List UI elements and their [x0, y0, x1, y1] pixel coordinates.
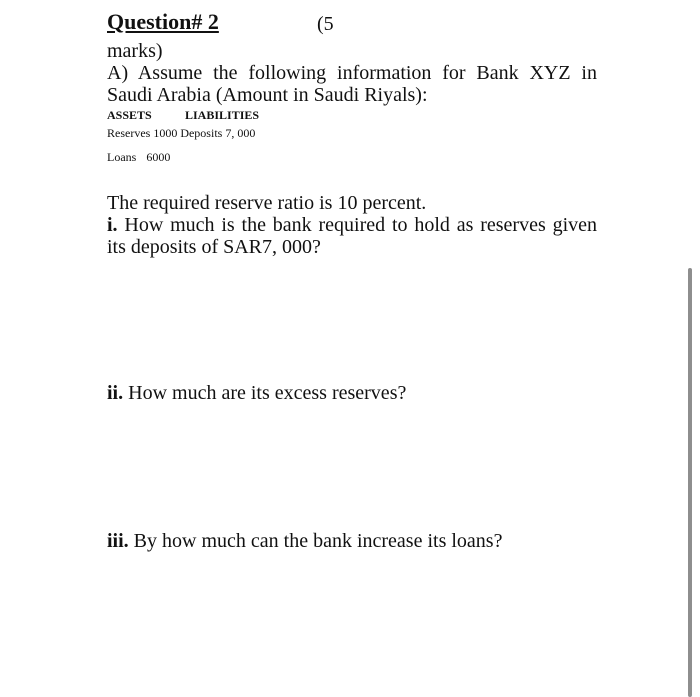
- question-i-number: i.: [107, 214, 118, 236]
- intro-paragraph: [107, 62, 597, 106]
- question-iii-number: iii.: [107, 530, 129, 552]
- question-iii-text: By how much can the bank increase its loans?: [128, 530, 503, 552]
- question-ii-number: ii.: [107, 382, 124, 404]
- reserve-ratio-text: The required reserve ratio is 10 percent.: [107, 192, 427, 214]
- balance-row-reserves: Reserves 1000 Deposits 7, 000: [107, 126, 256, 140]
- marks-open: (5: [317, 13, 334, 35]
- question-i-text-1: How much is the bank required to hold as reserves given: [117, 214, 597, 236]
- intro-line-2: Saudi Arabia (Amount in Saudi Riyals):: [107, 84, 428, 106]
- question-title: Question# 2: [107, 9, 219, 34]
- loans-value: 6000: [146, 150, 171, 164]
- question-ii-text: How much are its excess reserves?: [123, 382, 407, 404]
- header-liabilities: LIABILITIES: [185, 108, 260, 122]
- question-iii: [107, 530, 502, 553]
- balance-row-loans: [107, 150, 170, 165]
- header-assets: ASSETS: [107, 108, 152, 122]
- intro-line-1: A) Assume the following information for Bank XYZ in: [107, 62, 597, 84]
- question-i-line-1: [107, 214, 597, 236]
- question-i: [107, 214, 597, 258]
- vertical-scrollbar[interactable]: [688, 268, 692, 697]
- marks-close: marks): [107, 40, 163, 62]
- question-ii: [107, 382, 406, 405]
- question-i-line-2: its deposits of SAR7, 000?: [107, 236, 321, 258]
- loans-label: Loans: [107, 150, 137, 164]
